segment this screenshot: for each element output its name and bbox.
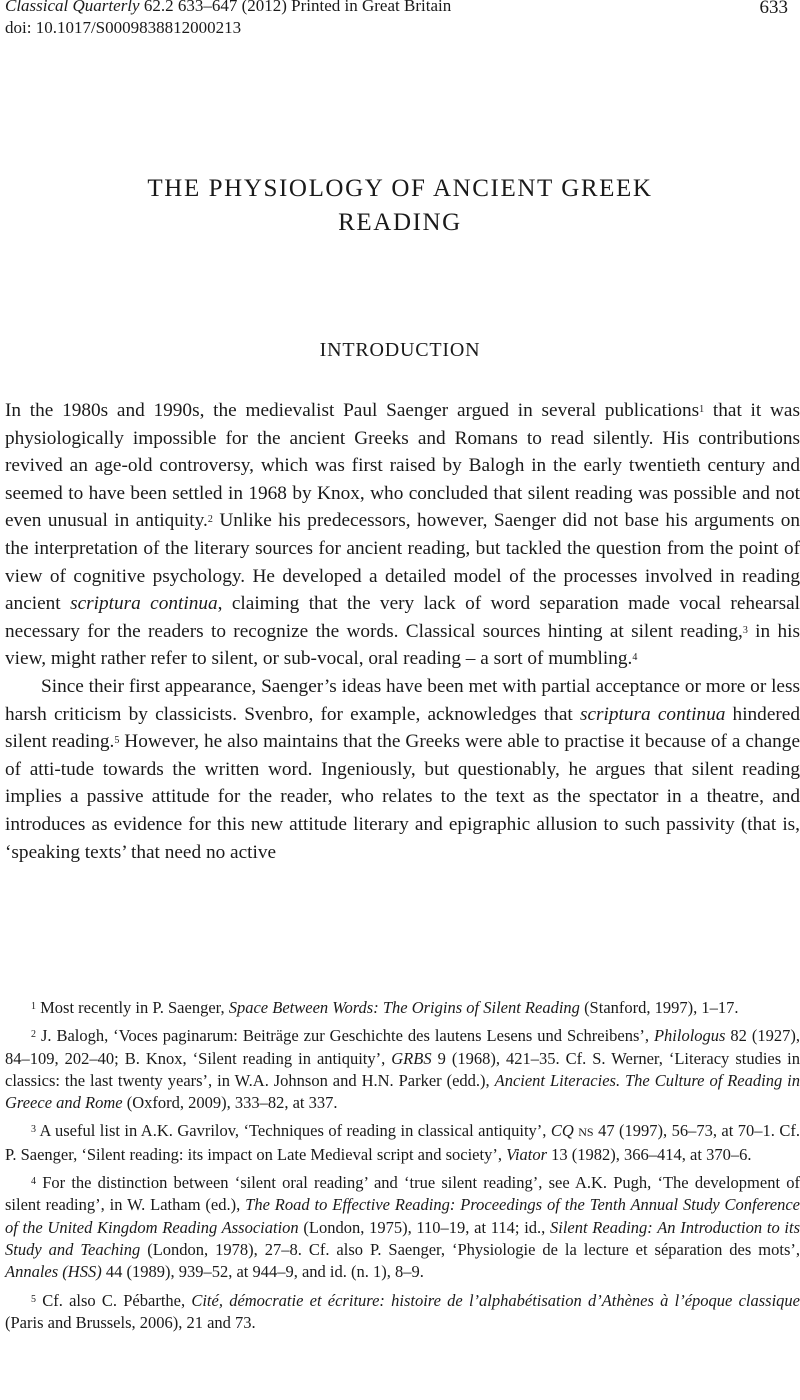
footnote-number: 5 [31,1293,36,1305]
text-run: Since their first appearance, Saenger’s ideas have been met with partial acceptance or more or less harsh criticism by classicists. Svenbro, for example, acknowledges that [5,675,800,725]
text-run: (Stanford, 1997), 1–17. [579,998,739,1017]
italic-title: Philologus [653,1026,726,1046]
footnote-number: 2 [31,1029,36,1041]
italic-term: scriptura continua [70,593,218,615]
text-run: 44 (1989), 939–52, at 944–9, and id. (n. 1), 8–9. [101,1262,424,1282]
text-run: For the distinction between ‘silent oral reading’ and ‘true silent reading’, see A.K. Pugh, ‘The development of silent reading’, in W. Latham (ed.), [5,1173,800,1215]
italic-title: CQ [550,1121,574,1141]
italic-title: Silent Reading: An Introduction to its Study and Teaching [5,1217,800,1259]
italic-title: GRBS [391,1048,432,1068]
text-run: (Paris and Brussels, 2006), 21 and 73. [5,1312,256,1332]
footnotes [5,997,800,1340]
text-run: , claiming that the very lack of word separation made vocal rehearsal necessary for the readers to recognize the words. Classical sources hinting at silent reading, [5,593,800,642]
page-number: 633 [759,0,788,18]
article-body [5,397,800,866]
article-title [60,172,740,240]
body-paragraph-1 [5,397,800,673]
footnote-4 [5,1172,800,1283]
text-run: 9 (1968), 421–35. Cf. S. Werner, ‘Literacy studies in classics: the last twenty years’, in W.A. Johnson and H.N. Parker (edd.), [5,1048,800,1090]
section-heading: INTRODUCTION [319,339,481,361]
italic-title: Ancient Literacies. The Culture of Reading in Greece and Rome [5,1070,800,1113]
footnote-number: 3 [31,1124,36,1136]
footnote-5 [5,1290,800,1335]
footnote-ref-5: 5 [114,735,120,747]
text-run: 13 (1982), 366–414, at 370–6. [547,1144,752,1164]
italic-term: scriptura continua [579,703,726,725]
article-title-line-2: READING [338,209,462,236]
text-run: (Oxford, 2009), 333–82, at 337. [122,1093,338,1113]
journal-volume-info: 62.2 633–647 (2012) Printed in Great Britain [139,0,452,15]
doi-line: doi: 10.1017/S0009838812000213 [5,18,242,37]
italic-title: The Road to Effective Reading: Proceedings of the Tenth Annual Study Conference of the United Kingdom Reading Association [5,1195,800,1237]
footnote-ref-3: 3 [742,624,748,636]
italic-title: Cité, démocratie et écriture: histoire de l’alphabétisation d’Athènes à l’époque classique [191,1290,800,1310]
footnote-ref-1: 1 [699,404,705,415]
text-run: In the 1980s and 1990s, the medievalist Paul Saenger argued in several publications [5,400,700,421]
text-run: 82 (1927), 84–109, 202–40; B. Knox, ‘Silent reading in antiquity’, [5,1026,800,1068]
footnote-2 [5,1025,800,1114]
text-run: that it was physiologically impossible for the ancient Greeks and Romans to read silently. His contributions revived an age-old controversy, which was first raised by Balogh in the early twentieth century and seemed to have been settled in 1968 by Knox, who concluded that silent reading was possible and not even unusual in antiquity. [5,400,800,532]
footnote-number: 1 [31,1001,36,1012]
italic-title: Space Between Words: The Origins of Silent Reading [228,998,580,1017]
text-run: However, he also maintains that the Greeks were able to practise it because of a change of atti-tude towards the written word. Ingeniously, but questionably, he argues that silent reading implies a passive attitude for the reader, who relates to the text as the spectator in a theatre, and introduces as evidence for this new attitude literary and epigraphic allusion to such passivity (that is, ‘speaking texts’ that need no active [5,731,800,863]
small-caps-text: NS [578,1125,594,1140]
text-run: in his view, might rather refer to silent, or sub-vocal, oral reading – a sort of mumbling. [5,620,800,670]
footnote-ref-2: 2 [207,514,213,526]
footnote-3 [5,1120,800,1166]
footnote-1 [5,997,800,1019]
text-run: 47 (1997), 56–73, at 70–1. Cf. P. Saenger, ‘Silent reading: its impact on Late Medieval script and society’, [5,1121,800,1164]
journal-citation-header [5,0,451,16]
italic-title: Viator [506,1144,548,1164]
body-paragraph-2 [5,673,800,866]
journal-name: Classical Quarterly [5,0,140,15]
text-run: Unlike his predecessors, however, Saenger did not base his arguments on the interpretation of the literary sources for ancient reading, but tackled the question from the point of view of cognitive psychology. He developed a detailed model of the processes involved in reading ancient [5,510,800,615]
footnote-ref-4: 4 [632,652,638,664]
article-title-line-1: THE PHYSIOLOGY OF ANCIENT GREEK [147,175,653,202]
text-run: (London, 1978), 27–8. Cf. also P. Saenger, ‘Physiologie de la lecture et séparation des mots’, [140,1239,800,1259]
text-run: Most recently in P. Saenger, [36,998,229,1017]
text-run: hindered silent reading. [5,703,800,753]
text-run: J. Balogh, ‘Voces paginarum: Beiträge zur Geschichte des lautens Lesens und Schreibens’, [36,1026,654,1046]
text-run: A useful list in A.K. Gavrilov, ‘Techniques of reading in classical antiquity’, [36,1121,551,1141]
text-run: Cf. also C. Pébarthe, [36,1290,192,1310]
footnote-number: 4 [31,1176,36,1188]
italic-title: Annales (HSS) [5,1262,102,1282]
text-run: (London, 1975), 110–19, at 114; id., [298,1217,551,1237]
